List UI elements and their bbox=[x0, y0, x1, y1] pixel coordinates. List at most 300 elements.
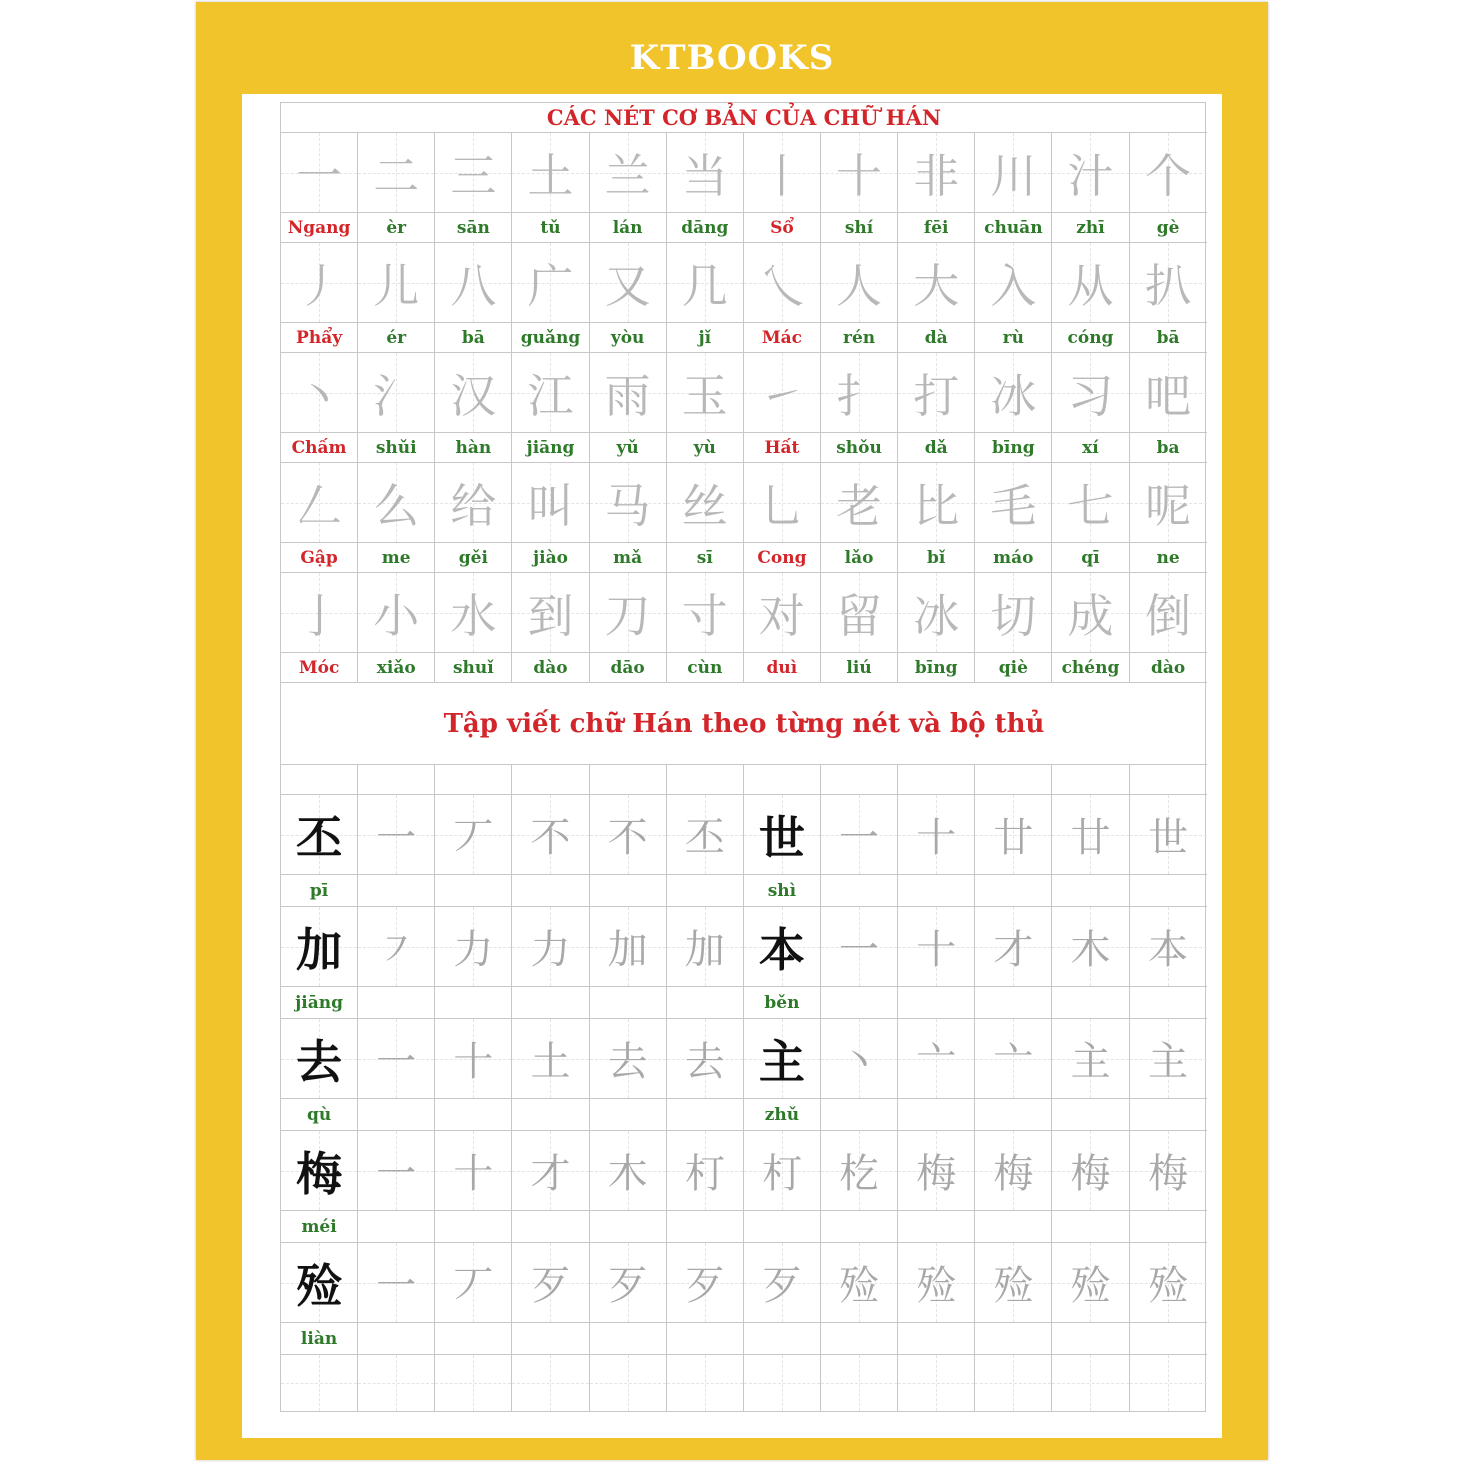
stroke-step: 丆 bbox=[453, 1263, 494, 1309]
trace-character: 又 bbox=[604, 258, 651, 313]
pinyin-cell bbox=[435, 987, 512, 1019]
pinyin-cell bbox=[667, 987, 744, 1019]
trace-character: 比 bbox=[913, 478, 960, 533]
char-box bbox=[281, 353, 358, 433]
step-box bbox=[512, 907, 589, 987]
stroke-step: 丶 bbox=[839, 1039, 880, 1085]
stroke-name: Phẩy bbox=[281, 323, 358, 353]
blank-box bbox=[1130, 1355, 1207, 1411]
stroke-step: 去 bbox=[607, 1039, 648, 1085]
worksheet bbox=[242, 94, 1222, 1438]
pinyin-cell bbox=[975, 1323, 1052, 1355]
char-box bbox=[1052, 573, 1129, 653]
trace-character: 成 bbox=[1067, 588, 1114, 643]
stroke-label-row bbox=[281, 543, 1207, 573]
char-box bbox=[975, 463, 1052, 543]
pinyin-label: bīng bbox=[975, 433, 1052, 463]
pinyin-cell bbox=[898, 1099, 975, 1131]
stroke-step: 加 bbox=[684, 927, 725, 973]
pinyin-label: rù bbox=[975, 323, 1052, 353]
char-box bbox=[744, 133, 821, 213]
practice-title: Tập viết chữ Hán theo từng nét và bộ thủ bbox=[281, 683, 1207, 765]
step-box bbox=[435, 1019, 512, 1099]
step-box bbox=[1052, 795, 1129, 875]
step-box bbox=[667, 1243, 744, 1323]
blank-row bbox=[281, 1355, 1207, 1411]
trace-character: 打 bbox=[913, 368, 960, 423]
pinyin-cell bbox=[358, 1211, 435, 1243]
pinyin-cell bbox=[821, 875, 898, 907]
trace-character: 三 bbox=[450, 148, 497, 203]
pinyin-label: ne bbox=[1130, 543, 1207, 573]
model-character: 主 bbox=[758, 1034, 805, 1089]
brand-title: KTBOOKS bbox=[629, 38, 835, 78]
trace-character: 扌 bbox=[836, 368, 883, 423]
step-box bbox=[975, 1019, 1052, 1099]
stroke-char-row bbox=[281, 463, 1207, 543]
pinyin-label: me bbox=[358, 543, 435, 573]
stroke-step: 丕 bbox=[684, 815, 725, 861]
stroke-label-row bbox=[281, 433, 1207, 463]
char-box bbox=[975, 353, 1052, 433]
step-box bbox=[744, 1243, 821, 1323]
trace-character: 川 bbox=[990, 148, 1037, 203]
trace-character: 汁 bbox=[1067, 148, 1114, 203]
pinyin-cell bbox=[975, 875, 1052, 907]
pinyin-cell bbox=[1130, 1099, 1207, 1131]
stroke-step: 梅 bbox=[993, 1151, 1034, 1197]
trace-character: 呢 bbox=[1145, 478, 1192, 533]
pinyin-cell bbox=[512, 1323, 589, 1355]
stroke-step: 亠 bbox=[993, 1039, 1034, 1085]
stroke-step: 世 bbox=[1148, 815, 1189, 861]
pinyin-label: ér bbox=[358, 323, 435, 353]
pinyin-cell bbox=[590, 1099, 667, 1131]
pinyin-label: gěi bbox=[435, 543, 512, 573]
stroke-step: 廿 bbox=[993, 815, 1034, 861]
pinyin-cell bbox=[1052, 1211, 1129, 1243]
char-box bbox=[281, 573, 358, 653]
stroke-step: 梅 bbox=[916, 1151, 957, 1197]
trace-character: 兰 bbox=[604, 148, 651, 203]
char-box bbox=[821, 133, 898, 213]
stroke-step: 一 bbox=[376, 1263, 417, 1309]
step-box bbox=[821, 1019, 898, 1099]
step-box bbox=[821, 795, 898, 875]
trace-character: 寸 bbox=[681, 588, 728, 643]
pinyin-label: shí bbox=[821, 213, 898, 243]
stroke-step: 一 bbox=[839, 927, 880, 973]
step-box bbox=[512, 1131, 589, 1211]
trace-character: 广 bbox=[527, 258, 574, 313]
pinyin-label: jǐ bbox=[667, 323, 744, 353]
stroke-name: Gập bbox=[281, 543, 358, 573]
char-box bbox=[435, 353, 512, 433]
trace-character: 八 bbox=[450, 258, 497, 313]
trace-character: 乚 bbox=[758, 478, 805, 533]
trace-character: 当 bbox=[681, 148, 728, 203]
pinyin-label: dà bbox=[898, 323, 975, 353]
pinyin-cell: méi bbox=[281, 1211, 358, 1243]
pinyin-cell: pī bbox=[281, 875, 358, 907]
stroke-step: 才 bbox=[530, 1151, 571, 1197]
blank-box bbox=[1052, 1355, 1129, 1411]
char-box bbox=[358, 573, 435, 653]
stroke-step: 廿 bbox=[1070, 815, 1111, 861]
step-box bbox=[898, 1243, 975, 1323]
pinyin-row bbox=[281, 987, 1207, 1019]
step-box bbox=[358, 1243, 435, 1323]
pinyin-cell bbox=[358, 1323, 435, 1355]
pinyin-label: rén bbox=[821, 323, 898, 353]
stroke-name: duì bbox=[744, 653, 821, 683]
stroke-step: 殓 bbox=[1148, 1263, 1189, 1309]
char-box bbox=[975, 133, 1052, 213]
trace-character: 非 bbox=[913, 148, 960, 203]
pinyin-cell bbox=[435, 1099, 512, 1131]
stroke-step: 不 bbox=[530, 815, 571, 861]
blank-cell bbox=[744, 765, 821, 795]
stroke-step: 木 bbox=[1070, 927, 1111, 973]
pinyin-label: sī bbox=[667, 543, 744, 573]
char-box bbox=[1052, 463, 1129, 543]
blank-box bbox=[898, 1355, 975, 1411]
step-box bbox=[1130, 1019, 1207, 1099]
char-box bbox=[1052, 243, 1129, 323]
char-box bbox=[281, 243, 358, 323]
trace-character: 从 bbox=[1067, 258, 1114, 313]
trace-character: 乀 bbox=[758, 258, 805, 313]
stroke-step: 主 bbox=[1148, 1039, 1189, 1085]
pinyin-label: chéng bbox=[1052, 653, 1129, 683]
trace-character: 汉 bbox=[450, 368, 497, 423]
stroke-step: 歹 bbox=[761, 1263, 802, 1309]
pinyin-cell: shì bbox=[744, 875, 821, 907]
trace-character: 水 bbox=[450, 588, 497, 643]
pinyin-label: qī bbox=[1052, 543, 1129, 573]
pinyin-label: èr bbox=[358, 213, 435, 243]
blank-box bbox=[590, 1355, 667, 1411]
pinyin-label: xí bbox=[1052, 433, 1129, 463]
trace-character: 大 bbox=[913, 258, 960, 313]
trace-character: 丝 bbox=[681, 478, 728, 533]
trace-character: 小 bbox=[373, 588, 420, 643]
step-box bbox=[898, 907, 975, 987]
pinyin-cell bbox=[1052, 1323, 1129, 1355]
char-box bbox=[975, 573, 1052, 653]
trace-character: 给 bbox=[450, 478, 497, 533]
pinyin-cell bbox=[435, 875, 512, 907]
blank-cell bbox=[1130, 765, 1207, 795]
step-box bbox=[898, 1019, 975, 1099]
stroke-char-row bbox=[281, 243, 1207, 323]
pinyin-cell bbox=[821, 1323, 898, 1355]
pinyin-label: cóng bbox=[1052, 323, 1129, 353]
stroke-step: 歹 bbox=[607, 1263, 648, 1309]
stroke-step: 杚 bbox=[839, 1151, 880, 1197]
pinyin-cell bbox=[358, 875, 435, 907]
char-box bbox=[821, 463, 898, 543]
char-box bbox=[898, 353, 975, 433]
step-box bbox=[435, 1131, 512, 1211]
stroke-step: 丆 bbox=[453, 815, 494, 861]
char-box bbox=[512, 463, 589, 543]
pinyin-label: yù bbox=[667, 433, 744, 463]
stroke-step: 木 bbox=[607, 1151, 648, 1197]
stroke-char-row bbox=[281, 133, 1207, 213]
char-box bbox=[435, 133, 512, 213]
pinyin-label: lán bbox=[590, 213, 667, 243]
step-box bbox=[1130, 795, 1207, 875]
model-character-box bbox=[281, 1131, 358, 1211]
blank-cell bbox=[281, 765, 358, 795]
stroke-step: 加 bbox=[607, 927, 648, 973]
step-box bbox=[358, 1131, 435, 1211]
step-box bbox=[898, 1131, 975, 1211]
char-box bbox=[1052, 133, 1129, 213]
blank-box bbox=[435, 1355, 512, 1411]
pinyin-label: fēi bbox=[898, 213, 975, 243]
char-box bbox=[512, 243, 589, 323]
pinyin-label: lǎo bbox=[821, 543, 898, 573]
pinyin-cell bbox=[975, 987, 1052, 1019]
char-box bbox=[821, 243, 898, 323]
blank-box bbox=[821, 1355, 898, 1411]
stroke-step: 主 bbox=[1070, 1039, 1111, 1085]
trace-character: 几 bbox=[681, 258, 728, 313]
trace-character: 毛 bbox=[990, 478, 1037, 533]
pinyin-cell bbox=[898, 1211, 975, 1243]
step-box bbox=[590, 907, 667, 987]
trace-character: 冰 bbox=[990, 368, 1037, 423]
char-box bbox=[435, 573, 512, 653]
pinyin-label: shǔi bbox=[358, 433, 435, 463]
step-box bbox=[975, 907, 1052, 987]
trace-character: 切 bbox=[990, 588, 1037, 643]
stroke-step: ㇇ bbox=[376, 927, 417, 973]
stroke-name: Móc bbox=[281, 653, 358, 683]
pinyin-cell bbox=[975, 1211, 1052, 1243]
step-box bbox=[590, 1243, 667, 1323]
trace-character: 叫 bbox=[527, 478, 574, 533]
pinyin-row bbox=[281, 1323, 1207, 1355]
pinyin-cell bbox=[590, 1211, 667, 1243]
pinyin-cell bbox=[1052, 1099, 1129, 1131]
char-box bbox=[1130, 243, 1207, 323]
stroke-step: 朾 bbox=[761, 1151, 802, 1197]
blank-box bbox=[512, 1355, 589, 1411]
step-box bbox=[435, 1243, 512, 1323]
pinyin-cell bbox=[590, 875, 667, 907]
pinyin-cell bbox=[898, 875, 975, 907]
trace-character: 马 bbox=[604, 478, 651, 533]
pinyin-cell bbox=[512, 987, 589, 1019]
stroke-step: 殓 bbox=[839, 1263, 880, 1309]
step-box bbox=[744, 1131, 821, 1211]
char-box bbox=[898, 463, 975, 543]
stroke-label-row bbox=[281, 323, 1207, 353]
trace-character: 亅 bbox=[296, 588, 343, 643]
trace-character: 习 bbox=[1067, 368, 1114, 423]
blank-box bbox=[281, 1355, 358, 1411]
char-box bbox=[590, 573, 667, 653]
pinyin-cell bbox=[667, 1099, 744, 1131]
stroke-char-row bbox=[281, 573, 1207, 653]
pinyin-label: shǒu bbox=[821, 433, 898, 463]
pinyin-cell: liàn bbox=[281, 1323, 358, 1355]
model-character-box bbox=[744, 907, 821, 987]
step-box bbox=[512, 1243, 589, 1323]
trace-character: 么 bbox=[373, 478, 420, 533]
trace-character: 吧 bbox=[1145, 368, 1192, 423]
stroke-step: 力 bbox=[453, 927, 494, 973]
model-character: 去 bbox=[296, 1034, 343, 1089]
step-box bbox=[512, 1019, 589, 1099]
pinyin-label: gè bbox=[1130, 213, 1207, 243]
model-character-box bbox=[281, 795, 358, 875]
trace-character: 一 bbox=[296, 148, 343, 203]
trace-character: 丿 bbox=[296, 258, 343, 313]
model-character: 殓 bbox=[296, 1258, 343, 1313]
step-box bbox=[1052, 1243, 1129, 1323]
char-box bbox=[821, 573, 898, 653]
pinyin-cell bbox=[1130, 987, 1207, 1019]
step-box bbox=[975, 1243, 1052, 1323]
step-box bbox=[667, 1131, 744, 1211]
blank-cell bbox=[358, 765, 435, 795]
step-box bbox=[975, 795, 1052, 875]
pinyin-label: yǔ bbox=[590, 433, 667, 463]
char-box bbox=[1052, 353, 1129, 433]
step-box bbox=[821, 1243, 898, 1323]
blank-cell bbox=[590, 765, 667, 795]
pinyin-cell: zhǔ bbox=[744, 1099, 821, 1131]
trace-character: 七 bbox=[1067, 478, 1114, 533]
char-box bbox=[358, 243, 435, 323]
stroke-step: 力 bbox=[530, 927, 571, 973]
pinyin-label: jiāng bbox=[512, 433, 589, 463]
char-box bbox=[744, 463, 821, 543]
stroke-step: 梅 bbox=[1148, 1151, 1189, 1197]
practice-char-row bbox=[281, 1019, 1207, 1099]
blank-cell bbox=[821, 765, 898, 795]
pinyin-cell bbox=[821, 1099, 898, 1131]
trace-character: 个 bbox=[1145, 148, 1192, 203]
step-box bbox=[975, 1131, 1052, 1211]
pinyin-label: máo bbox=[975, 543, 1052, 573]
trace-character: 氵 bbox=[373, 368, 420, 423]
trace-character: 儿 bbox=[373, 258, 420, 313]
practice-char-row bbox=[281, 907, 1207, 987]
pinyin-cell bbox=[512, 875, 589, 907]
char-box bbox=[744, 353, 821, 433]
char-box bbox=[281, 463, 358, 543]
pinyin-cell bbox=[358, 1099, 435, 1131]
stroke-step: 殓 bbox=[916, 1263, 957, 1309]
stroke-step: 一 bbox=[376, 815, 417, 861]
step-box bbox=[435, 907, 512, 987]
trace-character: ㇀ bbox=[758, 368, 805, 423]
step-box bbox=[512, 795, 589, 875]
step-box bbox=[358, 1019, 435, 1099]
stroke-step: 亠 bbox=[916, 1039, 957, 1085]
pinyin-cell bbox=[590, 1323, 667, 1355]
blank-box bbox=[667, 1355, 744, 1411]
char-box bbox=[512, 573, 589, 653]
stroke-step: 才 bbox=[993, 927, 1034, 973]
practice-grid bbox=[280, 102, 1206, 1412]
model-character: 世 bbox=[758, 810, 805, 865]
stroke-step: 朾 bbox=[684, 1151, 725, 1197]
pinyin-label: bǐ bbox=[898, 543, 975, 573]
model-character-box bbox=[281, 1019, 358, 1099]
trace-character: 江 bbox=[527, 368, 574, 423]
char-box bbox=[744, 243, 821, 323]
char-box bbox=[1130, 463, 1207, 543]
char-box bbox=[512, 133, 589, 213]
step-box bbox=[590, 1019, 667, 1099]
step-box bbox=[821, 907, 898, 987]
pinyin-label: dào bbox=[512, 653, 589, 683]
char-box bbox=[821, 353, 898, 433]
pinyin-label: shuǐ bbox=[435, 653, 512, 683]
trace-character: 二 bbox=[373, 148, 420, 203]
pinyin-label: sān bbox=[435, 213, 512, 243]
step-box bbox=[667, 1019, 744, 1099]
trace-character: 扒 bbox=[1145, 258, 1192, 313]
blank-cell bbox=[512, 765, 589, 795]
practice-char-row bbox=[281, 795, 1207, 875]
pinyin-row bbox=[281, 1211, 1207, 1243]
model-character-box bbox=[281, 907, 358, 987]
pinyin-cell bbox=[512, 1099, 589, 1131]
blank-cell bbox=[975, 765, 1052, 795]
stroke-label-row bbox=[281, 213, 1207, 243]
trace-character: 对 bbox=[758, 588, 805, 643]
trace-character: 人 bbox=[836, 258, 883, 313]
stroke-name: Cong bbox=[744, 543, 821, 573]
stroke-step: 十 bbox=[916, 927, 957, 973]
blank-box bbox=[358, 1355, 435, 1411]
pinyin-label: xiǎo bbox=[358, 653, 435, 683]
char-box bbox=[435, 243, 512, 323]
char-box bbox=[1130, 353, 1207, 433]
trace-character: 土 bbox=[527, 148, 574, 203]
model-character-box bbox=[744, 795, 821, 875]
step-box bbox=[435, 795, 512, 875]
trace-character: 到 bbox=[527, 588, 574, 643]
step-box bbox=[821, 1131, 898, 1211]
char-box bbox=[590, 133, 667, 213]
char-box bbox=[281, 133, 358, 213]
char-box bbox=[590, 353, 667, 433]
char-box bbox=[898, 133, 975, 213]
stroke-char-row bbox=[281, 353, 1207, 433]
pinyin-cell bbox=[1052, 875, 1129, 907]
char-box bbox=[744, 573, 821, 653]
step-box bbox=[358, 795, 435, 875]
model-character: 加 bbox=[296, 922, 343, 977]
trace-character: 玉 bbox=[681, 368, 728, 423]
stroke-label-row bbox=[281, 653, 1207, 683]
pinyin-cell: běn bbox=[744, 987, 821, 1019]
blank-cell bbox=[898, 765, 975, 795]
step-box bbox=[590, 1131, 667, 1211]
step-box bbox=[1052, 1131, 1129, 1211]
stroke-step: 殓 bbox=[993, 1263, 1034, 1309]
pinyin-cell bbox=[590, 987, 667, 1019]
pinyin-cell: qù bbox=[281, 1099, 358, 1131]
